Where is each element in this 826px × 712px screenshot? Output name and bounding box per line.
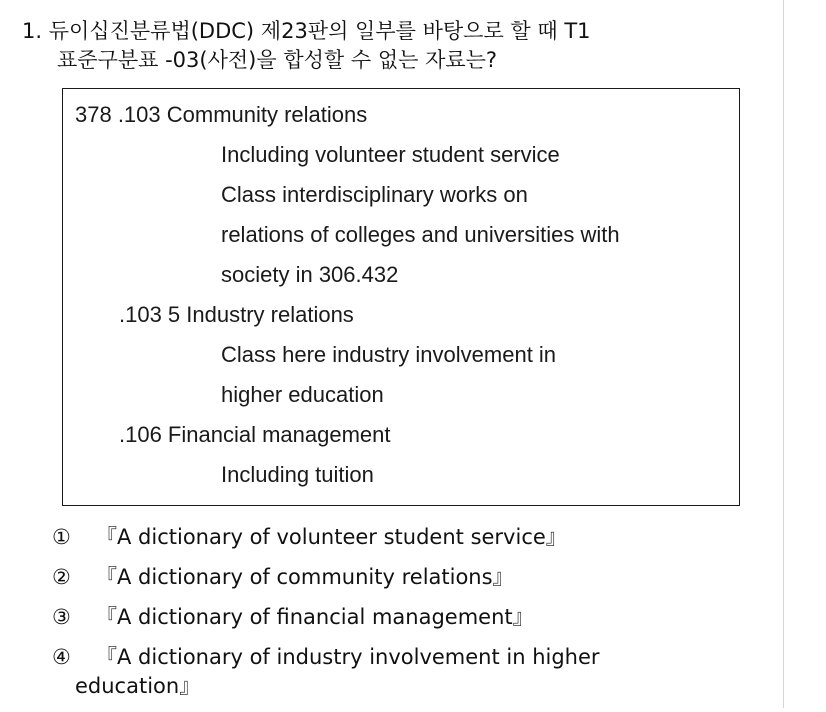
answer-option-3[interactable] bbox=[52, 603, 772, 632]
option-text: 『A dictionary of community relations』 bbox=[96, 565, 514, 589]
excerpt-line: Including tuition bbox=[221, 462, 374, 487]
excerpt-line: Class interdisciplinary works on bbox=[221, 182, 528, 207]
excerpt-line: society in 306.432 bbox=[221, 262, 399, 287]
option-marker: ③ bbox=[52, 605, 71, 629]
right-margin-rule bbox=[783, 0, 784, 708]
option-marker: ② bbox=[52, 565, 71, 589]
question-text-line-1: 듀이십진분류법(DDC) 제23판의 일부를 바탕으로 할 때 T1 bbox=[48, 19, 591, 43]
question-text-line-2: 표준구분표 -03(사전)을 합성할 수 없는 자료는? bbox=[57, 48, 498, 72]
option-marker: ① bbox=[52, 525, 71, 549]
answer-options bbox=[52, 523, 772, 712]
option-text-line-2: education』 bbox=[75, 674, 201, 698]
option-text: 『A dictionary of financial management』 bbox=[96, 605, 534, 629]
question-stem bbox=[22, 17, 752, 75]
excerpt-line: 378 .103 Community relations bbox=[75, 102, 368, 127]
question-line-1 bbox=[22, 17, 752, 46]
answer-option-2[interactable] bbox=[52, 563, 772, 592]
excerpt-line: higher education bbox=[221, 382, 384, 407]
answer-option-4[interactable] bbox=[52, 643, 772, 701]
option-marker: ④ bbox=[52, 645, 71, 669]
question-number: 1. bbox=[22, 19, 43, 43]
excerpt-line: .103 5 Industry relations bbox=[119, 302, 354, 327]
excerpt-line: Including volunteer student service bbox=[221, 142, 560, 167]
answer-option-1[interactable] bbox=[52, 523, 772, 552]
ddc-excerpt-box bbox=[62, 88, 740, 506]
excerpt-line: relations of colleges and universities with bbox=[221, 222, 620, 247]
option-text: 『A dictionary of volunteer student service』 bbox=[96, 525, 567, 549]
excerpt-line: Class here industry involvement in bbox=[221, 342, 557, 367]
excerpt-line: .106 Financial management bbox=[119, 422, 391, 447]
option-text-line-1: 『A dictionary of industry involvement in higher bbox=[96, 645, 600, 669]
